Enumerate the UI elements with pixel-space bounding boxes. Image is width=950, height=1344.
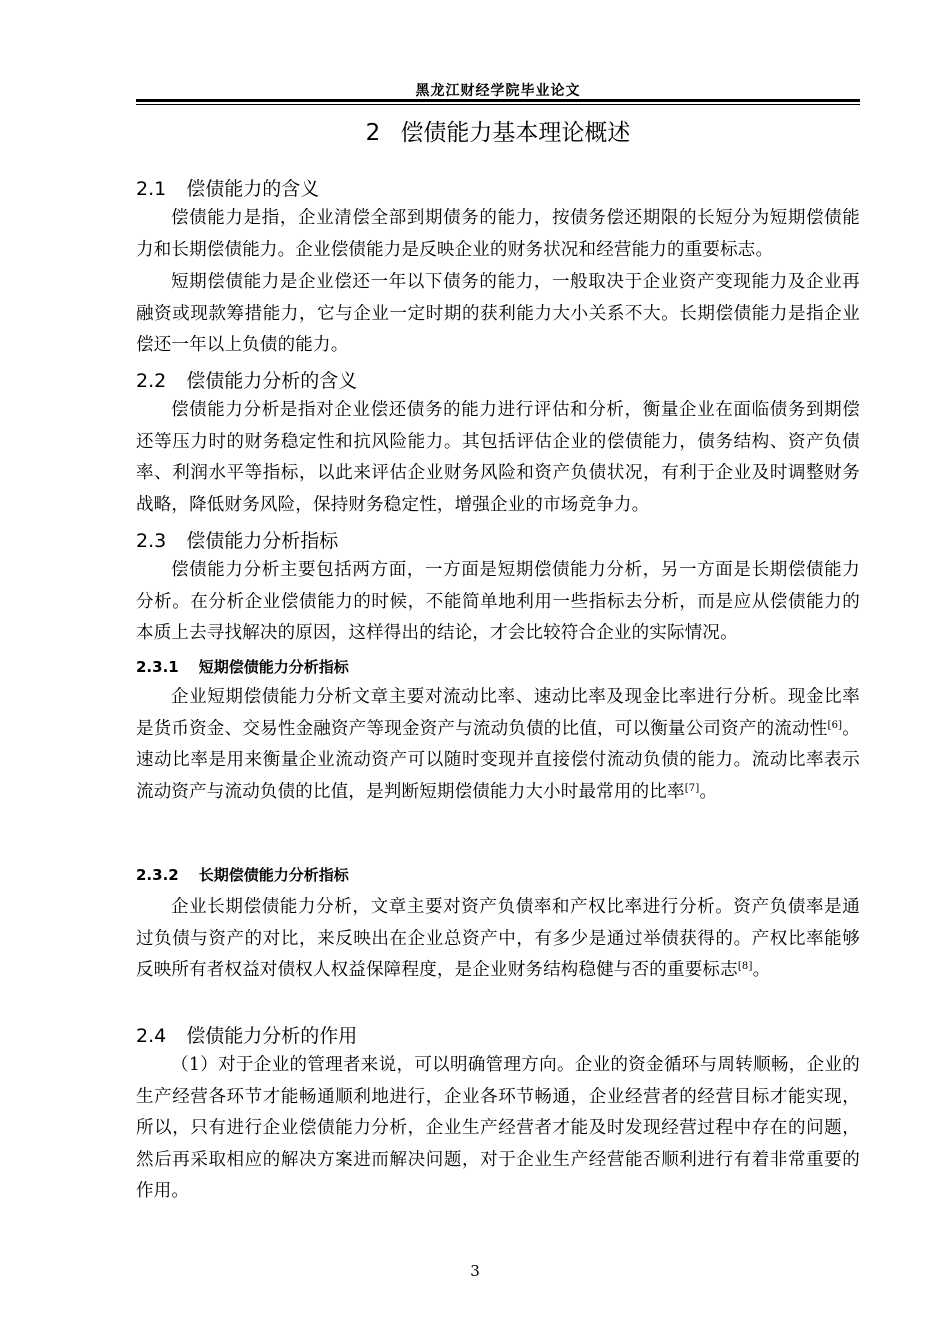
citation-ref: [7] <box>684 782 700 794</box>
section-title: 偿债能力分析的作用 <box>186 1025 358 1047</box>
paragraph-long-term-indicators <box>136 892 860 987</box>
section-title: 偿债能力的含义 <box>186 178 320 200</box>
section-heading-2-1 <box>136 174 319 201</box>
section-number: 2.4 <box>136 1025 167 1047</box>
paragraph-text: 。 <box>752 960 771 980</box>
page-number: 3 <box>470 1262 480 1280</box>
paragraph-short-term-indicators <box>136 682 860 808</box>
chapter-title: 偿债能力基本理论概述 <box>400 120 631 146</box>
section-number: 2.3 <box>136 530 167 552</box>
section-number: 2.1 <box>136 178 167 200</box>
paragraph-text: 。 <box>699 781 718 802</box>
subsection-title: 长期偿债能力分析指标 <box>198 866 349 884</box>
section-title: 偿债能力分析的含义 <box>186 370 358 392</box>
paragraph-short-long-term: 短期偿债能力是企业偿还一年以下债务的能力，一般取决于企业资产变现能力及企业再融资或现款筹措能力，它与企业一定时期的获利能力大小关系不大。长期偿债能力是指企业偿还一年以上负债的能力。 <box>136 272 860 355</box>
paragraph-text: 企业短期偿债能力分析文章主要对流动比率、速动比率及现金比率进行分析。现金比率是货币资金、交易性金融资产等现金资产与流动负债的比值，可以衡量公司资产的流动性 <box>136 687 860 739</box>
paragraph-text: 。速动比率是用来衡量企业流动资产可以随时变现并直接偿付流动负债的能力。流动比率表示流动资产与流动负债的比值，是判断短期偿债能力大小时最常用的比率 <box>136 718 861 802</box>
paragraph-solvency-definition: 偿债能力是指，企业清偿全部到期债务的能力，按债务偿还期限的长短分为短期偿债能力和长期偿债能力。企业偿债能力是反映企业的财务状况和经营能力的重要标志。 <box>136 208 860 260</box>
paragraph-text: 企业长期偿债能力分析，文章主要对资产负债率和产权比率进行分析。资产负债率是通过负债与资产的对比，来反映出在企业总资产中，有多少是通过举债获得的。产权比率能够反映所有者权益对债权人权益保障程度，是企业财务结构稳健与否的重要标志 <box>136 897 860 980</box>
subsection-title: 短期偿债能力分析指标 <box>198 658 349 676</box>
subsection-heading-2-3-1 <box>136 656 349 677</box>
subsection-number: 2.3.1 <box>136 658 179 676</box>
paragraph-analysis-definition: 偿债能力分析是指对企业偿还债务的能力进行评估和分析，衡量企业在面临债务到期偿还等压力时的财务稳定性和抗风险能力。其包括评估企业的偿债能力，债务结构、资产负债率、利润水平等指标，以此来评估企业财务风险和资产负债状况，有利于企业及时调整财务战略，降低财务风险，保持财务稳定性，增强企业的市场竞争力。 <box>136 400 860 515</box>
header-rule-thin <box>136 104 860 105</box>
header-rule-thick <box>136 99 860 102</box>
citation-ref: [6] <box>827 719 843 731</box>
chapter-heading <box>136 114 860 147</box>
section-heading-2-4 <box>136 1021 357 1048</box>
section-heading-2-2 <box>136 366 357 393</box>
citation-ref: [8] <box>737 961 753 972</box>
subsection-number: 2.3.2 <box>136 866 179 884</box>
section-title: 偿债能力分析指标 <box>186 530 339 552</box>
section-heading-2-3 <box>136 526 338 553</box>
chapter-number: 2 <box>365 120 381 146</box>
paragraph-analysis-role: （1）对于企业的管理者来说，可以明确管理方向。企业的资金循环与周转顺畅，企业的生产经营各环节才能畅通顺利地进行，企业各环节畅通，企业经营者的经营目标才能实现，所以，只有进行企业偿债能力分析，企业生产经营者才能及时发现经营过程中存在的问题，然后再采取相应的解决方案进而解决问题，对于企业生产经营能否顺利进行有着非常重要的作用。 <box>136 1055 860 1201</box>
running-header: 黑龙江财经学院毕业论文 <box>415 83 581 99</box>
paragraph-analysis-indicators: 偿债能力分析主要包括两方面，一方面是短期偿债能力分析，另一方面是长期偿债能力分析。在分析企业偿债能力的时候，不能简单地利用一些指标去分析，而是应从偿债能力的本质上去寻找解决的原因，这样得出的结论，才会比较符合企业的实际情况。 <box>136 560 860 643</box>
subsection-heading-2-3-2 <box>136 864 349 885</box>
section-number: 2.2 <box>136 370 167 392</box>
